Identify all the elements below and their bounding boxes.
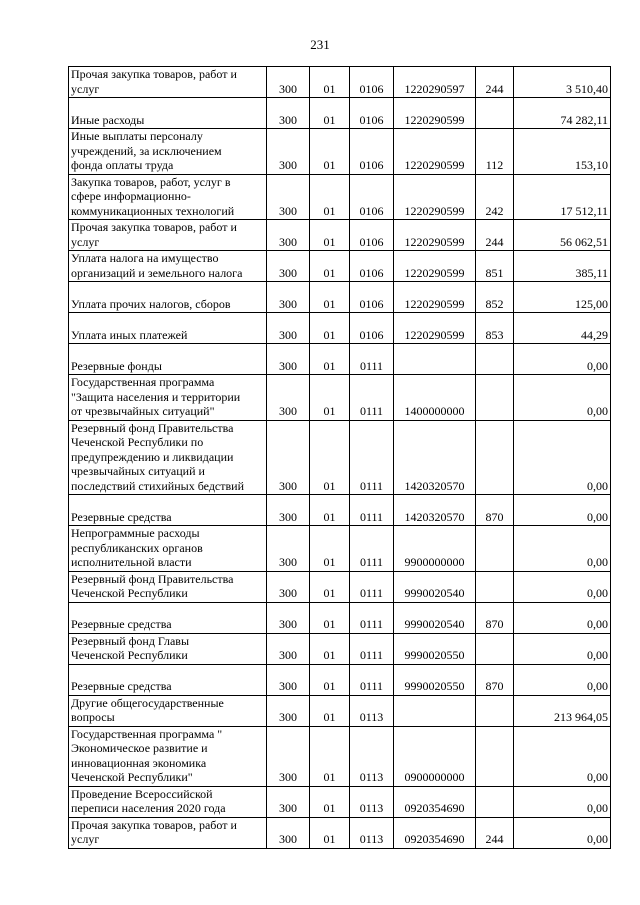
row-name-cell <box>69 664 267 695</box>
row-name-cell <box>69 251 267 282</box>
row-name-line: услуг <box>71 234 100 249</box>
row-name-line: от чрезвычайных ситуаций" <box>71 404 215 418</box>
row-name-cell <box>69 220 267 251</box>
section-code-cell: 01 <box>310 633 350 664</box>
amount-cell: 74 282,11 <box>514 98 611 129</box>
ministry-code-cell: 300 <box>267 602 310 633</box>
row-name-cell <box>69 695 267 726</box>
amount-cell: 213 964,05 <box>514 695 611 726</box>
amount-cell: 0,00 <box>514 786 611 817</box>
subsection-code-cell: 0106 <box>350 251 394 282</box>
target-article-cell: 0900000000 <box>394 726 476 786</box>
subsection-code-cell: 0106 <box>350 174 394 220</box>
subsection-code-cell: 0111 <box>350 375 394 421</box>
ministry-code-cell: 300 <box>267 220 310 251</box>
section-code-cell: 01 <box>310 602 350 633</box>
section-code-cell: 01 <box>310 817 350 848</box>
expense-type-cell: 112 <box>476 129 514 175</box>
row-name-cell <box>69 495 267 526</box>
table-row <box>69 633 611 664</box>
section-code-cell: 01 <box>310 220 350 251</box>
subsection-code-cell: 0113 <box>350 817 394 848</box>
row-name-cell <box>69 313 267 344</box>
expense-type-cell: 852 <box>476 282 514 313</box>
section-code-cell: 01 <box>310 495 350 526</box>
ministry-code-cell: 300 <box>267 664 310 695</box>
amount-cell: 0,00 <box>514 375 611 421</box>
row-name-line: Чеченской Республики" <box>71 770 193 784</box>
row-name-line: Закупка товаров, работ, услуг в <box>71 174 231 189</box>
subsection-code-cell: 0111 <box>350 571 394 602</box>
target-article-cell: 1220290599 <box>394 220 476 251</box>
expense-type-cell: 851 <box>476 251 514 282</box>
target-article-cell: 1220290599 <box>394 129 476 175</box>
table-row <box>69 817 611 848</box>
row-name-cell <box>69 344 267 375</box>
table-row <box>69 695 611 726</box>
row-name-cell <box>69 420 267 495</box>
row-name-cell <box>69 526 267 572</box>
row-name-line: Государственная программа " <box>71 726 223 741</box>
ministry-code-cell: 300 <box>267 786 310 817</box>
target-article-cell <box>394 695 476 726</box>
row-name-line: Чеченской Республики <box>71 648 188 662</box>
target-article-cell: 9990020540 <box>394 571 476 602</box>
row-name-cell <box>69 282 267 313</box>
expense-type-cell <box>476 695 514 726</box>
ministry-code-cell: 300 <box>267 282 310 313</box>
target-article-cell: 9990020550 <box>394 664 476 695</box>
row-name-line <box>71 344 264 359</box>
row-name-line: сфере информационно- <box>71 189 191 203</box>
table-body <box>69 67 611 849</box>
expense-type-cell: 870 <box>476 495 514 526</box>
table-row <box>69 129 611 175</box>
target-article-cell: 0920354690 <box>394 817 476 848</box>
ministry-code-cell: 300 <box>267 313 310 344</box>
row-name-line: Резервные средства <box>71 679 172 693</box>
section-code-cell: 01 <box>310 786 350 817</box>
table-row <box>69 495 611 526</box>
subsection-code-cell: 0111 <box>350 344 394 375</box>
row-name-line: Уплата налога на имущество <box>71 251 219 265</box>
ministry-code-cell: 300 <box>267 526 310 572</box>
amount-cell: 17 512,11 <box>514 174 611 220</box>
row-name-line: "Защита населения и территории <box>71 389 241 404</box>
row-name-cell <box>69 786 267 817</box>
target-article-cell: 1220290599 <box>394 282 476 313</box>
expense-type-cell <box>476 375 514 421</box>
budget-table <box>68 66 611 849</box>
subsection-code-cell: 0106 <box>350 98 394 129</box>
row-name-line <box>71 665 264 680</box>
row-name-cell <box>69 571 267 602</box>
ministry-code-cell: 300 <box>267 495 310 526</box>
row-name-cell <box>69 129 267 175</box>
section-code-cell: 01 <box>310 571 350 602</box>
amount-cell: 153,10 <box>514 129 611 175</box>
row-name-line: последствий стихийных бедствий <box>71 478 245 493</box>
row-name-line: Чеченской Республики <box>71 586 188 600</box>
table-row <box>69 282 611 313</box>
page-number: 231 <box>310 37 330 52</box>
row-name-line: Резервные средства <box>71 509 172 524</box>
row-name-line: Непрограммные расходы <box>71 526 200 540</box>
target-article-cell: 1420320570 <box>394 420 476 495</box>
amount-cell: 0,00 <box>514 571 611 602</box>
expense-type-cell: 244 <box>476 220 514 251</box>
table-row <box>69 726 611 786</box>
target-article-cell: 1220290599 <box>394 251 476 282</box>
amount-cell: 0,00 <box>514 344 611 375</box>
amount-cell: 0,00 <box>514 495 611 526</box>
row-name-line: учреждений, за исключением <box>71 143 222 158</box>
table-row <box>69 375 611 421</box>
expense-type-cell: 244 <box>476 817 514 848</box>
table-row <box>69 602 611 633</box>
expense-type-cell <box>476 98 514 129</box>
ministry-code-cell: 300 <box>267 98 310 129</box>
ministry-code-cell: 300 <box>267 420 310 495</box>
row-name-line: Прочая закупка товаров, работ и <box>71 220 237 234</box>
amount-cell: 0,00 <box>514 726 611 786</box>
target-article-cell: 1220290597 <box>394 67 476 98</box>
table-row <box>69 251 611 282</box>
amount-cell: 0,00 <box>514 633 611 664</box>
row-name-cell <box>69 174 267 220</box>
subsection-code-cell: 0111 <box>350 526 394 572</box>
amount-cell: 0,00 <box>514 420 611 495</box>
amount-cell: 3 510,40 <box>514 67 611 98</box>
row-name-line: Резервный фонд Главы <box>71 633 190 648</box>
amount-cell: 56 062,51 <box>514 220 611 251</box>
target-article-cell: 1420320570 <box>394 495 476 526</box>
amount-cell: 0,00 <box>514 817 611 848</box>
subsection-code-cell: 0111 <box>350 495 394 526</box>
ministry-code-cell: 300 <box>267 726 310 786</box>
expense-type-cell <box>476 726 514 786</box>
target-article-cell: 1220290599 <box>394 313 476 344</box>
row-name-line: переписи населения 2020 года <box>71 801 226 815</box>
target-article-cell: 1220290599 <box>394 174 476 220</box>
row-name-cell <box>69 726 267 786</box>
row-name-line <box>71 495 264 510</box>
row-name-line <box>71 98 264 113</box>
table-row <box>69 67 611 98</box>
row-name-line: предупреждению и ликвидации <box>71 449 234 464</box>
table-row <box>69 664 611 695</box>
amount-cell: 385,11 <box>514 251 611 282</box>
subsection-code-cell: 0113 <box>350 786 394 817</box>
table-row <box>69 344 611 375</box>
ministry-code-cell: 300 <box>267 633 310 664</box>
target-article-cell: 1220290599 <box>394 98 476 129</box>
row-name-cell <box>69 817 267 848</box>
ministry-code-cell: 300 <box>267 174 310 220</box>
section-code-cell: 01 <box>310 375 350 421</box>
table-row <box>69 571 611 602</box>
row-name-line: фонда оплаты труда <box>71 158 174 172</box>
expense-type-cell <box>476 526 514 572</box>
row-name-cell <box>69 98 267 129</box>
row-name-line: Уплата иных платежей <box>71 327 188 342</box>
section-code-cell: 01 <box>310 98 350 129</box>
table-row <box>69 420 611 495</box>
ministry-code-cell: 300 <box>267 571 310 602</box>
expense-type-cell: 870 <box>476 664 514 695</box>
row-name-line: организаций и земельного налога <box>71 265 243 280</box>
row-name-line: Экономическое развитие и <box>71 741 208 755</box>
section-code-cell: 01 <box>310 129 350 175</box>
amount-cell: 0,00 <box>514 664 611 695</box>
expense-type-cell <box>476 571 514 602</box>
section-code-cell: 01 <box>310 420 350 495</box>
row-name-line: Прочая закупка товаров, работ и <box>71 817 237 832</box>
row-name-line <box>71 313 264 328</box>
row-name-line: республиканских органов <box>71 540 203 555</box>
section-code-cell: 01 <box>310 664 350 695</box>
ministry-code-cell: 300 <box>267 375 310 421</box>
row-name-line: Резервные фонды <box>71 358 162 373</box>
subsection-code-cell: 0111 <box>350 602 394 633</box>
row-name-line: Иные выплаты персоналу <box>71 129 203 143</box>
section-code-cell: 01 <box>310 251 350 282</box>
target-article-cell <box>394 344 476 375</box>
ministry-code-cell: 300 <box>267 251 310 282</box>
row-name-line: Прочая закупка товаров, работ и <box>71 67 237 81</box>
subsection-code-cell: 0106 <box>350 282 394 313</box>
amount-cell: 0,00 <box>514 526 611 572</box>
target-article-cell: 9990020550 <box>394 633 476 664</box>
expense-type-cell: 244 <box>476 67 514 98</box>
row-name-line: вопросы <box>71 710 115 724</box>
row-name-cell <box>69 633 267 664</box>
target-article-cell: 9990020540 <box>394 602 476 633</box>
ministry-code-cell: 300 <box>267 817 310 848</box>
table-row <box>69 98 611 129</box>
row-name-line: услуг <box>71 832 100 846</box>
expense-type-cell <box>476 344 514 375</box>
section-code-cell: 01 <box>310 282 350 313</box>
row-name-line: Чеченской Республики по <box>71 435 204 449</box>
subsection-code-cell: 0106 <box>350 129 394 175</box>
expense-type-cell <box>476 786 514 817</box>
ministry-code-cell: 300 <box>267 67 310 98</box>
subsection-code-cell: 0113 <box>350 695 394 726</box>
subsection-code-cell: 0111 <box>350 420 394 495</box>
amount-cell: 0,00 <box>514 602 611 633</box>
subsection-code-cell: 0106 <box>350 67 394 98</box>
expense-type-cell: 870 <box>476 602 514 633</box>
target-article-cell: 0920354690 <box>394 786 476 817</box>
row-name-line <box>71 282 264 297</box>
row-name-line: Иные расходы <box>71 112 145 127</box>
subsection-code-cell: 0111 <box>350 664 394 695</box>
row-name-line: Резервный фонд Правительства <box>71 571 234 586</box>
row-name-line: исполнительной власти <box>71 555 192 569</box>
section-code-cell: 01 <box>310 67 350 98</box>
ministry-code-cell: 300 <box>267 344 310 375</box>
row-name-cell <box>69 602 267 633</box>
section-code-cell: 01 <box>310 344 350 375</box>
subsection-code-cell: 0111 <box>350 633 394 664</box>
expense-type-cell <box>476 420 514 495</box>
row-name-line: Государственная программа <box>71 375 215 389</box>
table-row <box>69 220 611 251</box>
row-name-line: Резервные средства <box>71 617 172 631</box>
amount-cell: 125,00 <box>514 282 611 313</box>
row-name-line <box>71 603 264 618</box>
row-name-line: чрезвычайных ситуаций и <box>71 464 205 478</box>
row-name-line: Уплата прочих налогов, сборов <box>71 296 231 311</box>
row-name-line: коммуникационных технологий <box>71 203 235 218</box>
amount-cell: 44,29 <box>514 313 611 344</box>
expense-type-cell <box>476 633 514 664</box>
expense-type-cell: 242 <box>476 174 514 220</box>
ministry-code-cell: 300 <box>267 695 310 726</box>
table-row <box>69 526 611 572</box>
table-row <box>69 786 611 817</box>
subsection-code-cell: 0113 <box>350 726 394 786</box>
target-article-cell: 9900000000 <box>394 526 476 572</box>
row-name-line: Другие общегосударственные <box>71 695 224 710</box>
table-row <box>69 313 611 344</box>
ministry-code-cell: 300 <box>267 129 310 175</box>
row-name-line: услуг <box>71 81 100 96</box>
subsection-code-cell: 0106 <box>350 313 394 344</box>
row-name-line: Проведение Всероссийской <box>71 786 213 801</box>
target-article-cell: 1400000000 <box>394 375 476 421</box>
section-code-cell: 01 <box>310 526 350 572</box>
expense-type-cell: 853 <box>476 313 514 344</box>
section-code-cell: 01 <box>310 174 350 220</box>
section-code-cell: 01 <box>310 313 350 344</box>
section-code-cell: 01 <box>310 695 350 726</box>
section-code-cell: 01 <box>310 726 350 786</box>
row-name-line: инновационная экономика <box>71 755 207 770</box>
row-name-cell <box>69 67 267 98</box>
row-name-cell <box>69 375 267 421</box>
subsection-code-cell: 0106 <box>350 220 394 251</box>
row-name-line: Резервный фонд Правительства <box>71 420 234 435</box>
table-row <box>69 174 611 220</box>
